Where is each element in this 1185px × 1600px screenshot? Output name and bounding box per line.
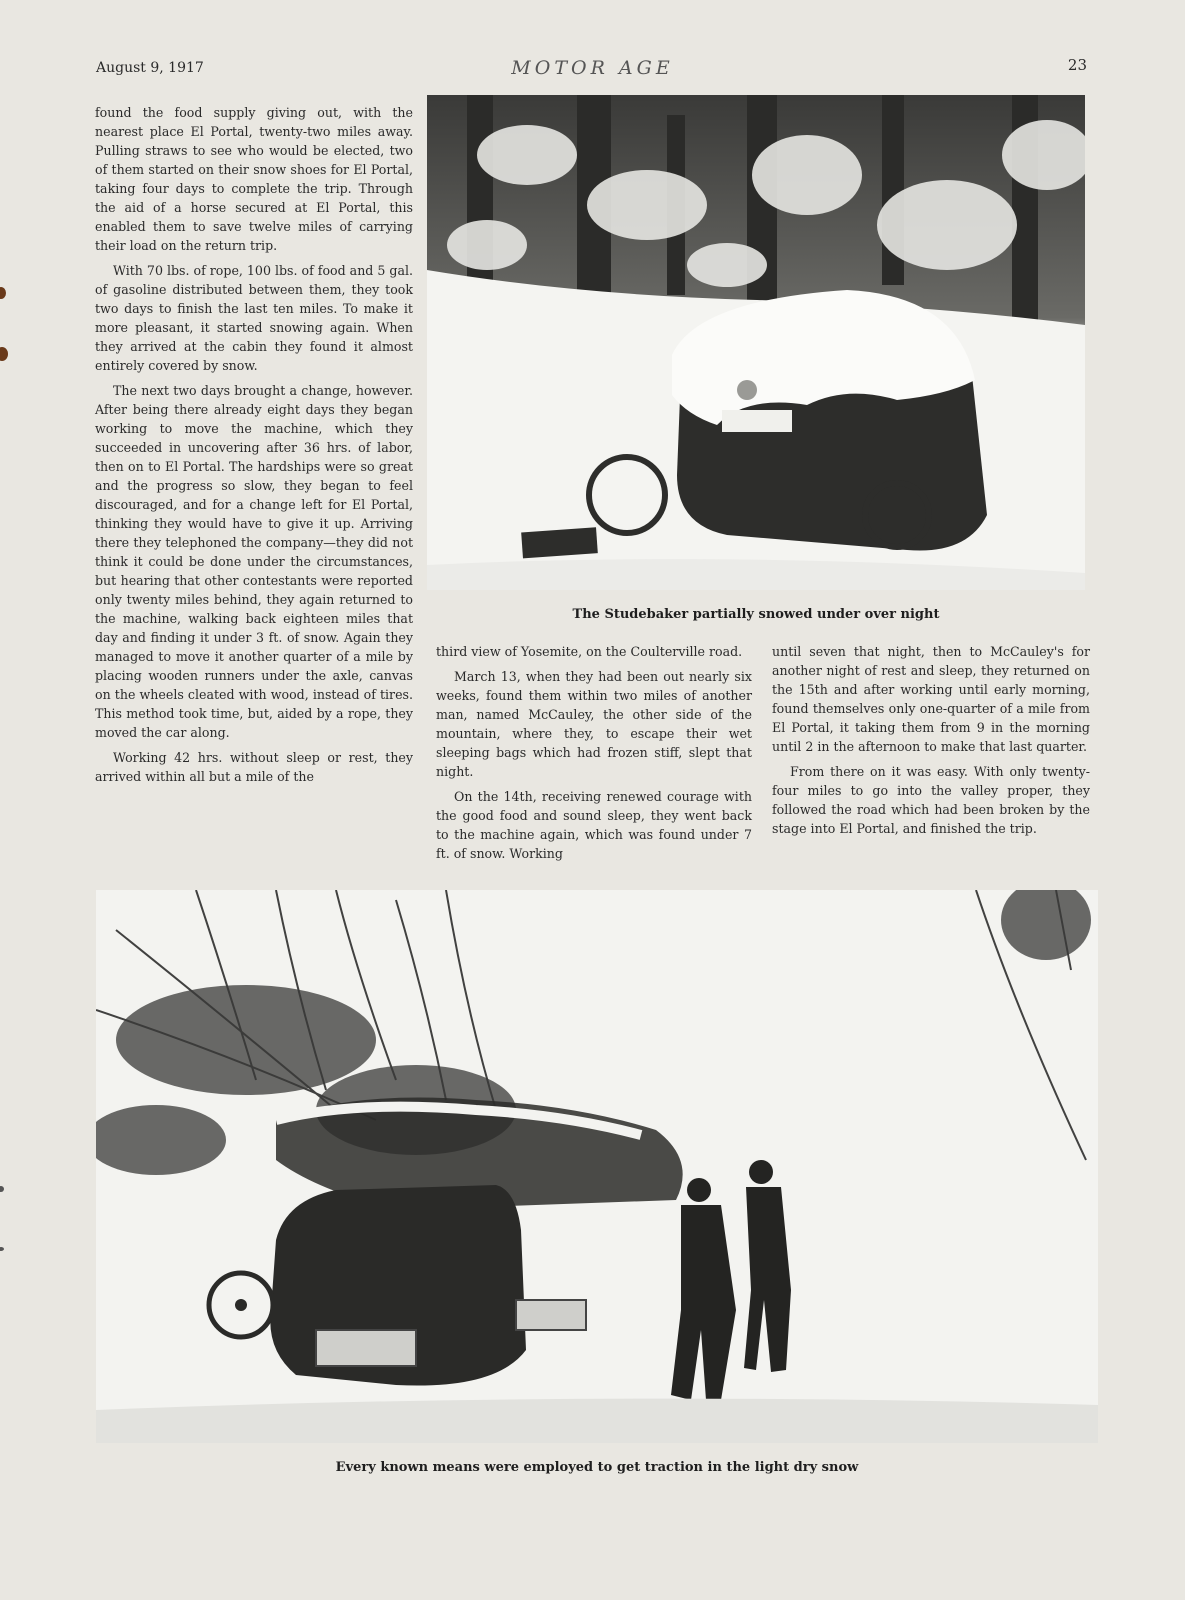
header-page-number: 23 [1067,56,1087,74]
binding-hole [0,287,6,299]
paragraph: From there on it was easy. With only twenty-four miles to go into the valley proper, they followed the road which had been broken by the stage into El Portal, and finished the trip. [772,764,1090,836]
header-magazine-title: MOTOR AGE [511,57,674,79]
paragraph: until seven that night, then to McCauley's for another night of rest and sleep, they returned on the 15th and after working until early morning, found themselves only one-quarter of a mile from El Portal, it taking them from 9 in the morning until 2 in the afternoon to make that last quarter. [772,644,1090,754]
binding-hole [0,347,8,361]
text-column-2 [436,642,752,869]
paragraph: With 70 lbs. of rope, 100 lbs. of food and 5 gal. of gasoline distributed between them, they took two days to finish the last ten miles. To make it more pleasant, it started snowing again. When they arrived at the cabin they found it almost entirely covered by snow. [95,263,413,373]
binding-hole [0,1186,4,1192]
photo-snowed-car [427,95,1085,590]
snowed-car-illustration [427,95,1085,590]
binding-hole [0,1247,4,1251]
photo-caption-1: The Studebaker partially snowed under over night [572,607,940,622]
paragraph: found the food supply giving out, with the nearest place El Portal, twenty-two miles away. Pulling straws to see who would be elected, two of them started on their snow shoes for El Portal, taking four days to complete the trip. Through the aid of a horse secured at El Portal, this enabled them to save twelve miles of carrying their load on the return trip. [95,105,413,253]
traction-illustration [96,890,1098,1443]
photo-traction-in-snow [96,890,1098,1443]
paragraph: The next two days brought a change, however. After being there already eight days they began working to move the machine, which they succeeded in uncovering after 36 hrs. of labor, then on to El Portal. The hardships were so great and the progress so slow, they began to feel discouraged, and for a change left for El Portal, thinking they would have to give it up. Arriving there they telephoned the company—they did not think it could be done under the circumstances, but hearing that other contestants were reported only twenty miles behind, they again returned to the machine, walking back eighteen miles that day and finding it under 3 ft. of snow. Again they managed to move it another quarter of a mile by placing wooden runners under the axle, canvas on the wheels cleated with wood, instead of tires. This method took time, but, aided by a rope, they moved the car along. [95,383,413,740]
photo-caption-2: Every known means were employed to get traction in the light dry snow [335,1460,859,1475]
paragraph: Working 42 hrs. without sleep or rest, they arrived within all but a mile of the [95,750,413,784]
paragraph: third view of Yosemite, on the Coulterville road. [436,644,743,659]
paragraph: On the 14th, receiving renewed courage with the good food and sound sleep, they went back to the machine again, which was found under 7 ft. of snow. Working [436,789,752,861]
text-column-1 [95,103,413,792]
paragraph: March 13, when they had been out nearly six weeks, found them within two miles of another man, named McCauley, the other side of the mountain, where they, to escape their wet sleeping bags which had frozen stiff, slept that night. [436,669,752,779]
text-column-3 [772,642,1090,844]
header-date: August 9, 1917 [96,60,204,76]
